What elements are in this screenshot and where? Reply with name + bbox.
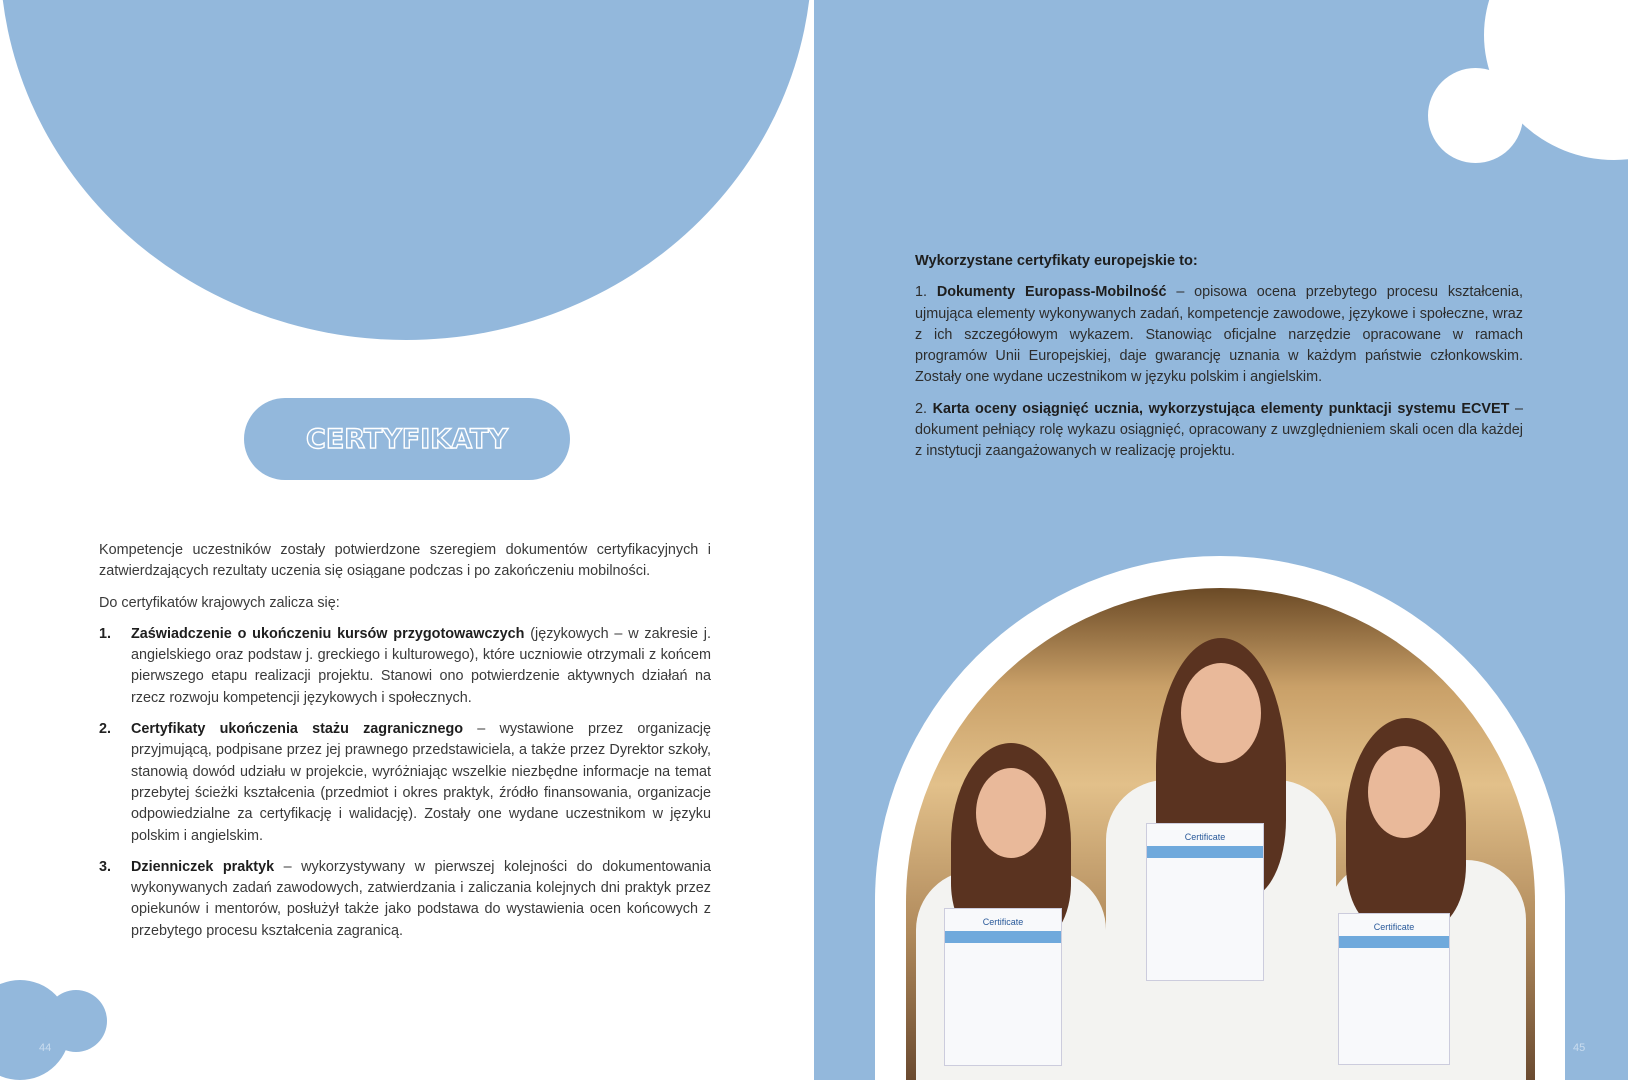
- certificate: [944, 908, 1062, 1066]
- item-number: 2.: [99, 721, 112, 738]
- left-body-text: [99, 540, 711, 952]
- national-certificates-list: [99, 624, 711, 942]
- certificate-label: Certificate: [1184, 832, 1226, 842]
- student-face: [1181, 663, 1261, 763]
- item-title: Certyfikaty ukończenia stażu zagranicznego: [131, 721, 464, 738]
- item-number: 3.: [99, 858, 112, 875]
- intro-paragraph: Kompetencje uczestników zostały potwierdzone szeregiem dokumentów certyfikacyjnych i zatwierdzających rezultaty uczenia się osiągane podczas i po zakończeniu mobilności.: [99, 542, 711, 580]
- certificate: [1338, 913, 1450, 1065]
- item-text: (językowych – w zakresie j. angielskiego oraz podstaw j. greckiego i kulturowego), które uczniowie otrzymali z końcem pierwszego etapu realizacji projektu. Stanowi ono potwierdzenie aktywnych działań na rzecz rozwoju kompetencji językowych i społecznych.: [131, 625, 711, 706]
- list-intro: Do certyfikatów krajowych zalicza się:: [99, 594, 340, 611]
- item-text: – dokument pełniący rolę wykazu osiągnięć, opracowany z uwzględnieniem skali ocen dla każdej z instytucji zaangażowanych w realizację projektu.: [915, 400, 1524, 460]
- page-number: 45: [1573, 1042, 1586, 1054]
- right-page: [814, 0, 1628, 1080]
- cloud-decoration: [45, 990, 107, 1052]
- section-title: CERTYFIKATY: [306, 423, 508, 455]
- european-certificates-heading: Wykorzystane certyfikaty europejskie to:: [915, 253, 1198, 269]
- list-item: [915, 282, 1523, 388]
- cloud-decoration: [1428, 68, 1523, 163]
- item-text: – opisowa ocena przebytego procesu kształcenia, ujmująca elementy wykonywanych zadań, kompetencje zawodowe, językowe i społeczne, wraz z ich szczegółowym wykazem. Stanowiąc oficjalne narzędzie opracowane w ramach programów Unii Europejskiej, daje gwarancję uznania w każdym państwie członkowskim. Zostały one wydane uczestnikom w języku polskim i angielskim.: [915, 284, 1524, 386]
- item-text: – wystawione przez organizację przyjmującą, podpisane przez jej prawnego przedstawiciela, a także przez Dyrektor szkoły, stanowią dowód udziału w projekcie, wyróżniając wszelkie niezbędne informacje na temat przebytej ścieżki kształcenia (przedmiot i okres praktyk, źródło finansowania, organizacje odpowiedzialne za certyfikację i walidację). Zostały one wydane uczestnikom w języku polskim i angielskim.: [131, 721, 711, 844]
- item-title: Zaświadczenie o ukończeniu kursów przygotowawczych: [131, 625, 525, 642]
- item-title: Dokumenty Europass-Mobilność: [936, 284, 1167, 301]
- item-number: 2.: [915, 400, 933, 417]
- page-number: 44: [39, 1042, 52, 1054]
- right-body-text: [915, 251, 1523, 473]
- section-title-badge: [244, 398, 570, 480]
- certificate-label: Certificate: [982, 917, 1024, 927]
- item-number: 1.: [99, 625, 112, 642]
- student-face: [1368, 746, 1440, 838]
- list-item: [915, 399, 1523, 463]
- list-item: [99, 719, 711, 847]
- list-item: [99, 624, 711, 709]
- item-number: 1.: [915, 284, 937, 301]
- item-title: Karta oceny osiągnięć ucznia, wykorzystująca elementy punktacji systemu ECVET: [932, 400, 1510, 417]
- certificate: [1146, 823, 1264, 981]
- item-text: – wykorzystywany w pierwszej kolejności do dokumentowania wykonywanych zadań zawodowych, zatwierdzania i zaliczania kolejnych dni praktyk przez opiekunów i mentorów, posłużył także jako podstawa do wystawienia ocen końcowych z przebytego procesu kształcenia zagranicą.: [131, 858, 711, 939]
- item-title: Dzienniczek praktyk: [131, 858, 275, 875]
- list-item: [99, 857, 711, 942]
- student-face: [976, 768, 1046, 858]
- photo-frame-circle: [0, 0, 812, 340]
- certificate-label: Certificate: [1373, 922, 1415, 932]
